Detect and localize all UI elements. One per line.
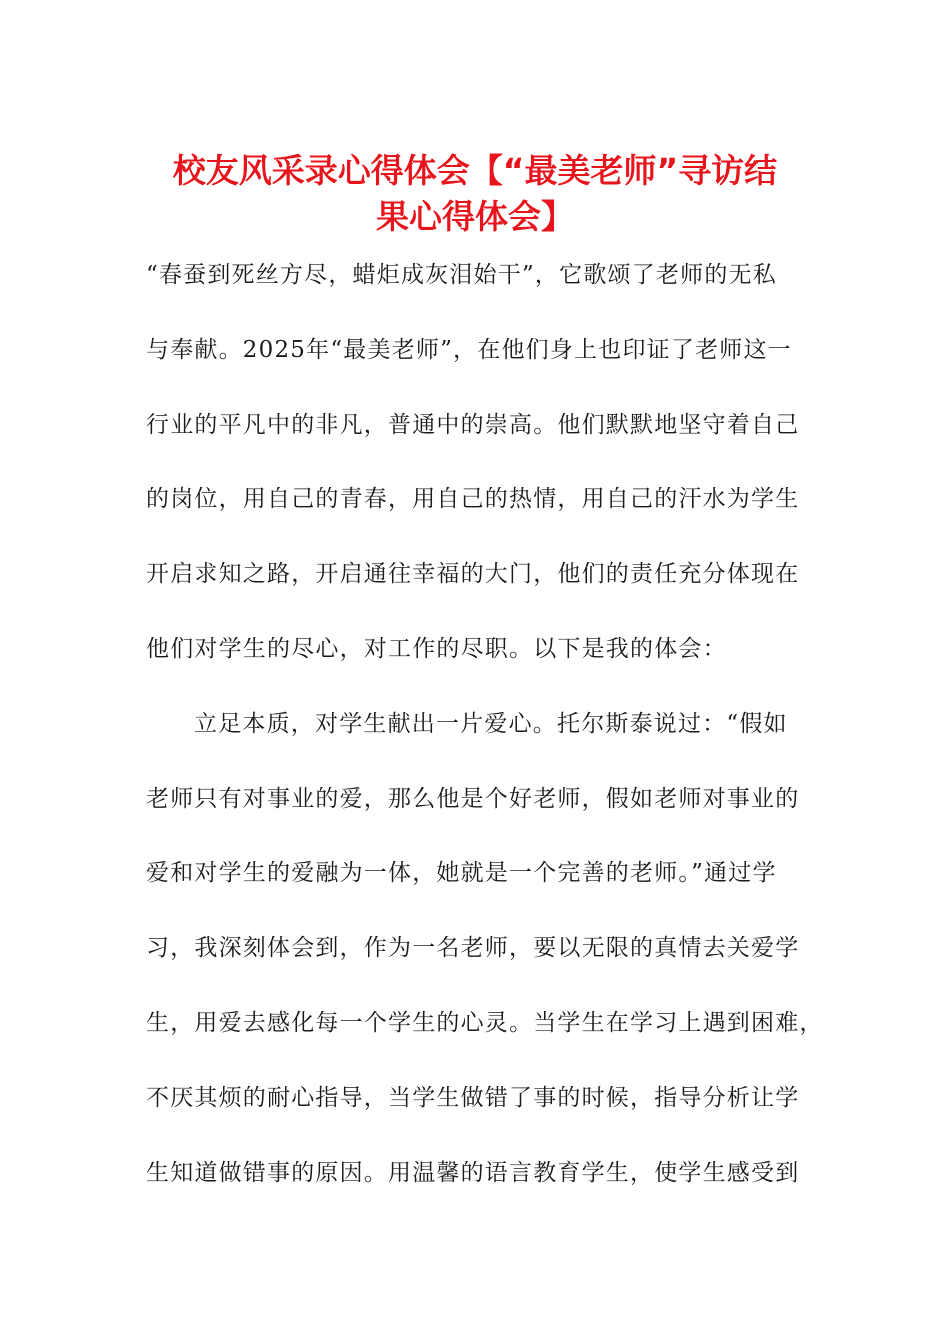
body-line: 的岗位，用自己的青春，用自己的热情，用自己的汗水为学生 xyxy=(146,486,800,513)
document-title xyxy=(118,148,832,240)
body-line: 开启求知之路，开启通往幸福的大门，他们的责任充分体现在 xyxy=(146,561,800,588)
title-line-2: 果心得体会】 xyxy=(376,197,574,236)
body-line: 不厌其烦的耐心指导，当学生做错了事的时候，指导分析让学 xyxy=(146,1084,800,1111)
body-line: 行业的平凡中的非凡，普通中的崇高。他们默默地坚守着自己 xyxy=(146,411,800,438)
body-line: 生，用爱去感化每一个学生的心灵。当学生在学习上遇到困难， xyxy=(146,1009,824,1036)
body-line: 老师只有对事业的爱，那么他是个好老师，假如老师对事业的 xyxy=(146,785,800,812)
body-line: 习，我深刻体会到，作为一名老师，要以无限的真情去关爱学 xyxy=(146,935,800,962)
body-line: 与奉献。2025年“最美老师”，在他们身上也印证了老师这一 xyxy=(146,336,792,363)
body-line: 爱和对学生的爱融为一体，她就是一个完善的老师。”通过学 xyxy=(146,860,777,887)
body-line: 他们对学生的尽心，对工作的尽职。以下是我的体会： xyxy=(146,635,727,662)
body-line-paragraph-start: 立足本质，对学生献出一片爱心。托尔斯泰说过：“假如 xyxy=(194,710,788,737)
body-line: “春蚕到死丝方尽，蜡炬成灰泪始干”，它歌颂了老师的无私 xyxy=(146,262,777,288)
body-line: 生知道做错事的原因。用温馨的语言教育学生，使学生感受到 xyxy=(146,1159,800,1186)
document-body xyxy=(146,238,824,1210)
title-line-1: 校友风采录心得体会【“最美老师”寻访结 xyxy=(172,151,778,190)
